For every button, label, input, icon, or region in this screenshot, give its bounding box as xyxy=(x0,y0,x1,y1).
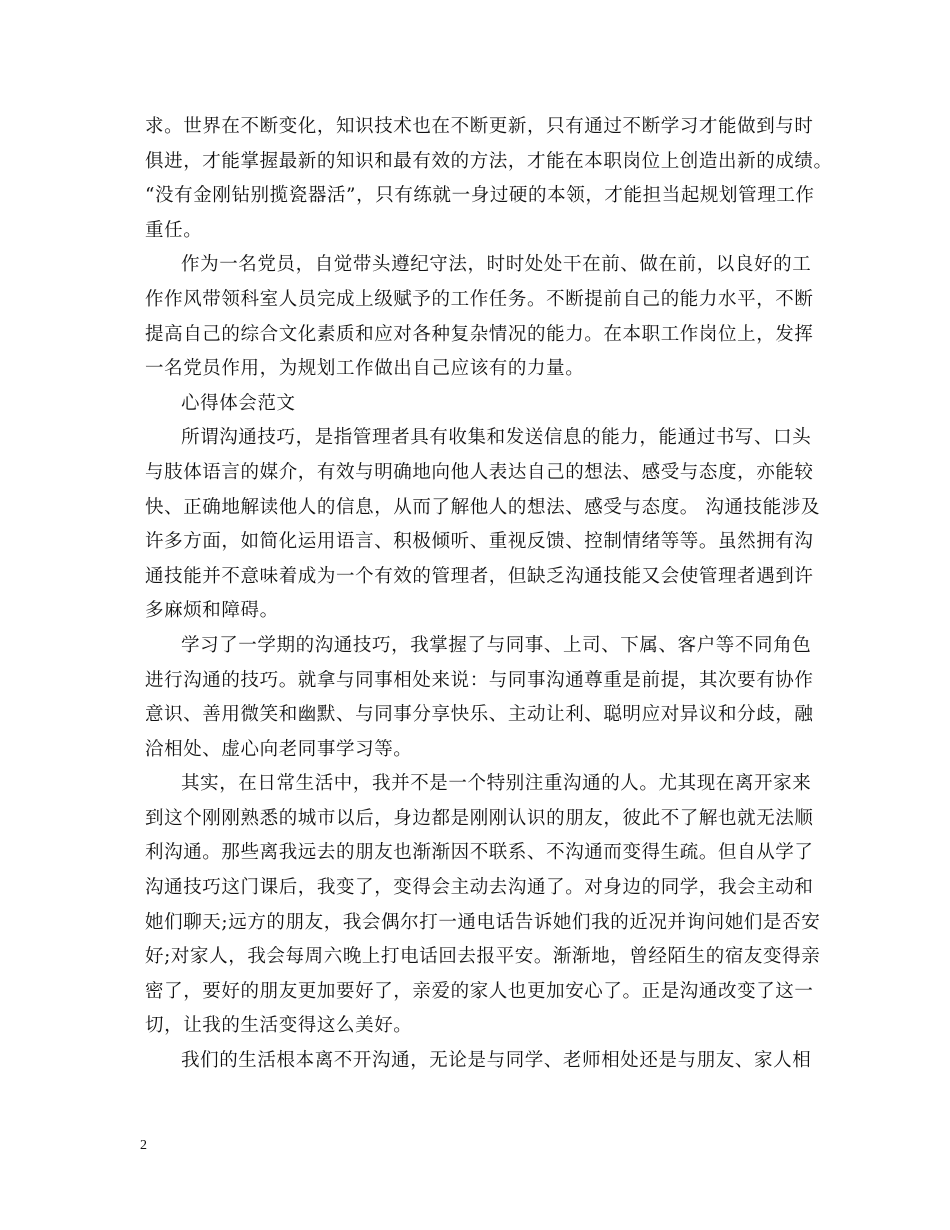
text-line: 通技能并不意味着成为一个有效的管理者，但缺乏沟通技能又会使管理者遇到许 xyxy=(145,565,814,587)
body-text xyxy=(145,110,833,1079)
paragraph-start: 所谓沟通技巧，是指管理者具有收集和发送信息的能力，能通过书写、口头 xyxy=(181,427,812,449)
page-number: 2 xyxy=(140,1138,147,1153)
paragraph-start: 其实，在日常生活中，我并不是一个特别注重沟通的人。尤其现在离开家来 xyxy=(181,773,812,795)
text-line: 进行沟通的技巧。就拿与同事相处来说：与同事沟通尊重是前提，其次要有协作 xyxy=(145,669,814,691)
text-line: 与肢体语言的媒介，有效与明确地向他人表达自己的想法、感受与态度，亦能较 xyxy=(145,461,814,483)
text-line: 密了，要好的朋友更加要好了，亲爱的家人也更加安心了。正是沟通改变了这一 xyxy=(145,980,814,1002)
text-line: 作作风带领科室人员完成上级赋予的工作任务。不断提前自己的能力水平，不断 xyxy=(145,288,814,310)
text-line: 俱进，才能掌握最新的知识和最有效的方法，才能在本职岗位上创造出新的成绩。 xyxy=(145,150,833,172)
text-line: 提高自己的综合文化素质和应对各种复杂情况的能力。在本职工作岗位上，发挥 xyxy=(145,323,814,345)
text-line: 重任。 xyxy=(145,219,203,241)
text-line: 洽相处、虚心向老同事学习等。 xyxy=(145,738,413,760)
text-line: 到这个刚刚熟悉的城市以后，身边都是刚刚认识的朋友，彼此不了解也就无法顺 xyxy=(145,807,814,829)
text-line: 意识、善用微笑和幽默、与同事分享快乐、主动让利、聪明应对异议和分歧，融 xyxy=(145,704,814,726)
section-heading: 心得体会范文 xyxy=(181,392,296,414)
text-line: 好;对家人，我会每周六晚上打电话回去报平安。渐渐地，曾经陌生的宿友变得亲 xyxy=(145,946,821,968)
text-line: 快、正确地解读他人的信息，从而了解他人的想法、感受与态度。 沟通技能涉及 xyxy=(145,496,820,518)
text-line: 利沟通。那些离我远去的朋友也渐渐因不联系、不沟通而变得生疏。但自从学了 xyxy=(145,842,814,864)
paragraph-start: 学习了一学期的沟通技巧，我掌握了与同事、上司、下属、客户等不同角色 xyxy=(181,634,812,656)
text-line: 一名党员作用，为规划工作做出自己应该有的力量。 xyxy=(145,358,585,380)
text-line: 求。世界在不断变化，知识技术也在不断更新，只有通过不断学习才能做到与时 xyxy=(145,116,814,137)
text-line: 她们聊天;远方的朋友，我会偶尔打一通电话告诉她们我的近况并询问她们是否安 xyxy=(145,911,821,933)
paragraph-start: 作为一名党员，自觉带头遵纪守法，时时处处干在前、做在前，以良好的工 xyxy=(181,254,812,276)
text-line: 许多方面，如简化运用语言、积极倾听、重视反馈、控制情绪等等。虽然拥有沟 xyxy=(145,531,814,553)
text-line: 多麻烦和障碍。 xyxy=(145,600,279,622)
text-line: 沟通技巧这门课后，我变了，变得会主动去沟通了。对身边的同学，我会主动和 xyxy=(145,877,814,899)
paragraph-start: 我们的生活根本离不开沟通，无论是与同学、老师相处还是与朋友、家人相 xyxy=(181,1050,812,1072)
text-line: “没有金刚钻别揽瓷器活”，只有练就一身过硬的本领，才能担当起规划管理工作 xyxy=(145,185,815,207)
text-line: 切，让我的生活变得这么美好。 xyxy=(145,1015,413,1037)
